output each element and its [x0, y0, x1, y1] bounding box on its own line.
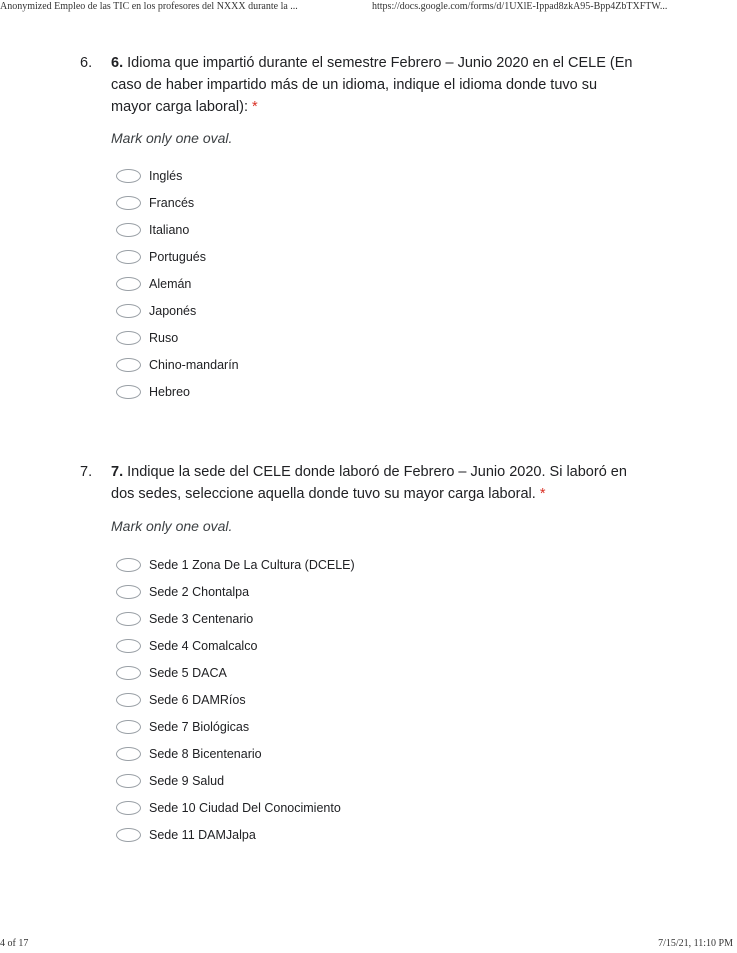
radio-oval[interactable] [116, 828, 141, 842]
question-7 [80, 461, 640, 861]
option-frances[interactable] [116, 189, 239, 216]
option-sede-11[interactable] [116, 821, 355, 848]
question-hint: Mark only one oval. [111, 518, 233, 534]
question-number: 6. [80, 55, 93, 71]
radio-oval[interactable] [116, 639, 141, 653]
option-japones[interactable] [116, 297, 239, 324]
option-label: Alemán [149, 276, 192, 291]
question-title-text: Indique la sede del CELE donde laboró de Febrero – Junio 2020. Si laboró en dos sedes, seleccione aquella donde tuvo su mayor carga laboral. [111, 464, 627, 502]
option-label: Sede 8 Bicentenario [149, 746, 262, 761]
option-chino-mandarin[interactable] [116, 351, 239, 378]
question-title [111, 461, 641, 505]
radio-oval[interactable] [116, 585, 141, 599]
required-asterisk: * [252, 99, 258, 115]
option-hebreo[interactable] [116, 378, 239, 405]
radio-oval[interactable] [116, 331, 141, 345]
option-sede-3[interactable] [116, 605, 355, 632]
question-title [111, 52, 641, 118]
radio-oval[interactable] [116, 558, 141, 572]
question-title-prefix: 6. [111, 55, 124, 71]
option-label: Sede 1 Zona De La Cultura (DCELE) [149, 557, 355, 572]
option-sede-9[interactable] [116, 767, 355, 794]
option-label: Ruso [149, 330, 179, 345]
option-label: Sede 5 DACA [149, 665, 227, 680]
option-sede-8[interactable] [116, 740, 355, 767]
radio-oval[interactable] [116, 747, 141, 761]
question-title-prefix: 7. [111, 464, 124, 480]
print-footer [0, 938, 737, 952]
option-sede-2[interactable] [116, 578, 355, 605]
print-header-url: https://docs.google.com/forms/d/1UXlE-Ippad8zkA95-Bpp4ZbTXFTW... [372, 1, 668, 12]
option-sede-1[interactable] [116, 551, 355, 578]
option-label: Hebreo [149, 384, 190, 399]
option-label: Sede 10 Ciudad Del Conocimiento [149, 800, 341, 815]
radio-oval[interactable] [116, 720, 141, 734]
required-asterisk: * [539, 486, 546, 502]
option-label: Sede 4 Comalcalco [149, 638, 258, 653]
radio-oval[interactable] [116, 196, 141, 210]
option-italiano[interactable] [116, 216, 239, 243]
option-label: Sede 9 Salud [149, 773, 225, 788]
radio-oval[interactable] [116, 358, 141, 372]
option-label: Japonés [149, 303, 197, 318]
question-number: 7. [80, 464, 93, 480]
option-sede-5[interactable] [116, 659, 355, 686]
question-hint: Mark only one oval. [111, 130, 233, 146]
radio-oval[interactable] [116, 666, 141, 680]
option-ingles[interactable] [116, 162, 239, 189]
option-sede-10[interactable] [116, 794, 355, 821]
option-portugues[interactable] [116, 243, 239, 270]
option-sede-4[interactable] [116, 632, 355, 659]
option-label: Inglés [149, 168, 183, 183]
radio-oval[interactable] [116, 304, 141, 318]
radio-oval[interactable] [116, 385, 141, 399]
question-title-text: Idioma que impartió durante el semestre Febrero – Junio 2020 en el CELE (En caso de haber impartido más de un idioma, indique el idioma donde tuvo su mayor carga laboral): [111, 55, 633, 115]
radio-oval[interactable] [116, 774, 141, 788]
page-number: 4 of 17 [0, 938, 29, 949]
option-label: Francés [149, 195, 195, 210]
radio-oval[interactable] [116, 612, 141, 626]
option-label: Chino-mandarín [149, 357, 239, 372]
option-label: Sede 6 DAMRíos [149, 692, 246, 707]
option-ruso[interactable] [116, 324, 239, 351]
radio-oval[interactable] [116, 250, 141, 264]
option-aleman[interactable] [116, 270, 239, 297]
option-label: Sede 2 Chontalpa [149, 584, 250, 599]
question-6 [80, 52, 640, 412]
radio-oval[interactable] [116, 277, 141, 291]
radio-oval[interactable] [116, 169, 141, 183]
options-list [116, 162, 239, 405]
radio-oval[interactable] [116, 223, 141, 237]
option-label: Portugués [149, 249, 206, 264]
options-list [116, 551, 355, 848]
option-label: Sede 3 Centenario [149, 611, 254, 626]
radio-oval[interactable] [116, 693, 141, 707]
option-label: Sede 11 DAMJalpa [149, 827, 256, 842]
print-header [0, 0, 737, 14]
option-sede-7[interactable] [116, 713, 355, 740]
print-header-title: Anonymized Empleo de las TIC en los profesores del NXXX durante la ... [0, 1, 298, 12]
print-datetime: 7/15/21, 11:10 PM [658, 938, 733, 949]
option-sede-6[interactable] [116, 686, 355, 713]
option-label: Sede 7 Biológicas [149, 719, 250, 734]
radio-oval[interactable] [116, 801, 141, 815]
option-label: Italiano [149, 222, 190, 237]
